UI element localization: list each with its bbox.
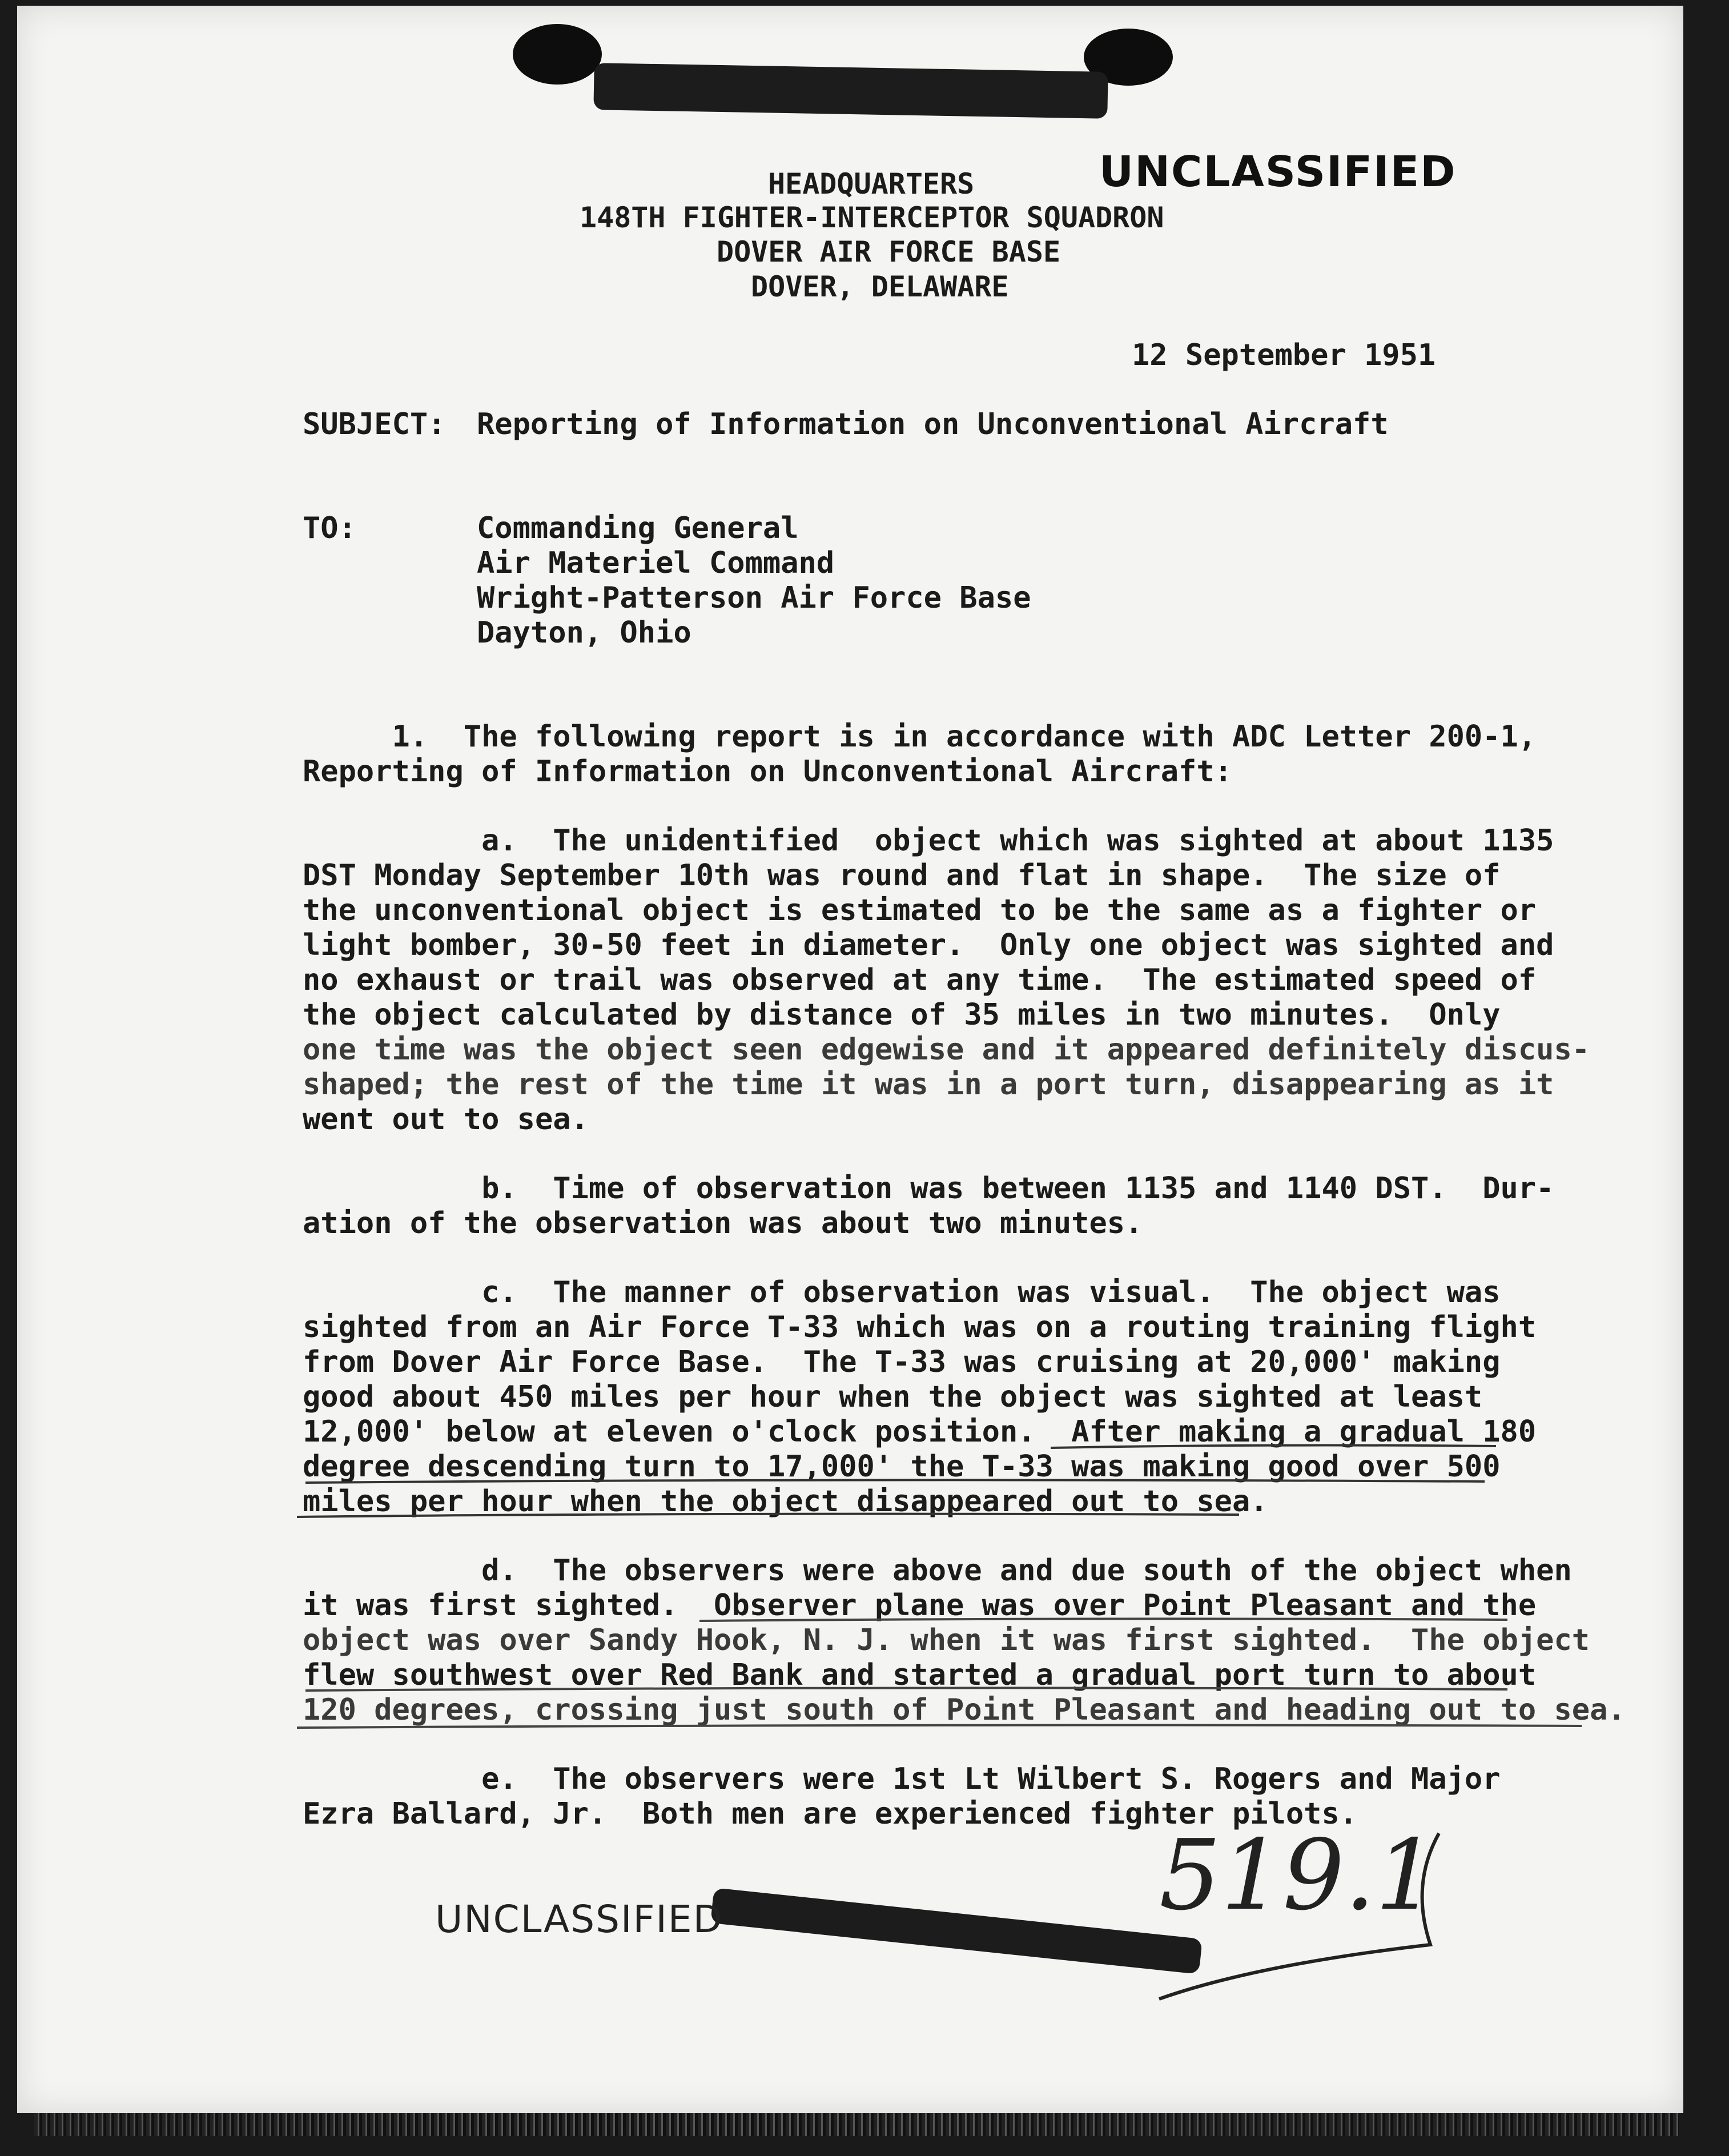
header-line-1: HEADQUARTERS bbox=[768, 167, 975, 200]
underline-c-2 bbox=[305, 1480, 1485, 1483]
to-address-line: Air Materiel Command bbox=[477, 546, 835, 580]
paragraph-line: a. The unidentified object which was sighted at about 1135 bbox=[303, 824, 1554, 858]
underline-d-3 bbox=[297, 1725, 1582, 1728]
paragraph-line: sighted from an Air Force T-33 which was on a routing training flight bbox=[303, 1310, 1537, 1344]
header-line-4: DOVER, DELAWARE bbox=[751, 270, 1009, 303]
paragraph-line: Ezra Ballard, Jr. Both men are experienced fighter pilots. bbox=[303, 1797, 1358, 1831]
paragraph-line: the object calculated by distance of 35 miles in two minutes. Only bbox=[303, 998, 1501, 1032]
paragraph-line: Reporting of Information on Unconventional Aircraft: bbox=[303, 754, 1232, 789]
underline-c-1 bbox=[1051, 1446, 1496, 1448]
subject-text: Reporting of Information on Unconventional Aircraft bbox=[477, 407, 1389, 441]
to-label: TO: bbox=[303, 511, 356, 545]
paragraph-line: the unconventional object is estimated to be the same as a fighter or bbox=[303, 893, 1537, 928]
unclassified-stamp-bottom: UNCLASSIFIED bbox=[435, 1897, 723, 1941]
paragraph-line: miles per hour when the object disappeared out to sea. bbox=[303, 1484, 1268, 1519]
subject-label: SUBJECT: bbox=[303, 407, 446, 441]
paragraph-line: no exhaust or trail was observed at any time. The estimated speed of bbox=[303, 963, 1537, 997]
paragraph-line: e. The observers were 1st Lt Wilbert S. Rogers and Major bbox=[303, 1762, 1501, 1796]
paragraph-line: d. The observers were above and due south of the object when bbox=[303, 1553, 1572, 1588]
to-address-line: Wright-Patterson Air Force Base bbox=[477, 581, 1031, 615]
paragraph-line: object was over Sandy Hook, N. J. when it was first sighted. The object bbox=[303, 1623, 1590, 1657]
paragraph-line: good about 450 miles per hour when the object was sighted at least bbox=[303, 1380, 1483, 1414]
paragraph-line: one time was the object seen edgewise and it appeared definitely discus- bbox=[303, 1033, 1590, 1067]
paragraph-line: ation of the observation was about two minutes. bbox=[303, 1206, 1143, 1240]
handwritten-file-number: 519.1 bbox=[1159, 1819, 1437, 1932]
document-date: 12 September 1951 bbox=[1132, 338, 1436, 372]
underline-d-1 bbox=[699, 1619, 1507, 1621]
paragraph-line: from Dover Air Force Base. The T-33 was cruising at 20,000' making bbox=[303, 1345, 1501, 1379]
paragraph-line: went out to sea. bbox=[303, 1102, 589, 1137]
paragraph-line: DST Monday September 10th was round and flat in shape. The size of bbox=[303, 858, 1501, 893]
to-address-line: Dayton, Ohio bbox=[477, 616, 691, 650]
underline-c-3 bbox=[297, 1514, 1239, 1517]
paragraph-line: it was first sighted. Observer plane was over Point Pleasant and the bbox=[303, 1588, 1537, 1623]
underline-d-2 bbox=[305, 1688, 1507, 1691]
paragraph-line: b. Time of observation was between 1135 and 1140 DST. Dur- bbox=[303, 1171, 1554, 1206]
header-line-2: 148TH FIGHTER-INTERCEPTOR SQUADRON bbox=[580, 201, 1164, 234]
paragraph-line: c. The manner of observation was visual. The object was bbox=[303, 1275, 1501, 1310]
to-address-line: Commanding General bbox=[477, 511, 799, 545]
paragraph-line: 12,000' below at eleven o'clock position. After making a gradual 180 bbox=[303, 1415, 1537, 1449]
paragraph-line: degree descending turn to 17,000' the T-33 was making good over 500 bbox=[303, 1450, 1501, 1484]
header-line-3: DOVER AIR FORCE BASE bbox=[717, 235, 1061, 268]
paragraph-line: light bomber, 30-50 feet in diameter. Only one object was sighted and bbox=[303, 928, 1554, 962]
unclassified-stamp-top: UNCLASSIFIED bbox=[1099, 147, 1457, 196]
paragraph-line: shaped; the rest of the time it was in a port turn, disappearing as it bbox=[303, 1067, 1554, 1102]
paragraph-line: 120 degrees, crossing just south of Point Pleasant and heading out to sea. bbox=[303, 1693, 1626, 1727]
paragraph-line: flew southwest over Red Bank and started a gradual port turn to about bbox=[303, 1658, 1537, 1692]
paragraph-line: 1. The following report is in accordance with ADC Letter 200-1, bbox=[303, 720, 1537, 754]
